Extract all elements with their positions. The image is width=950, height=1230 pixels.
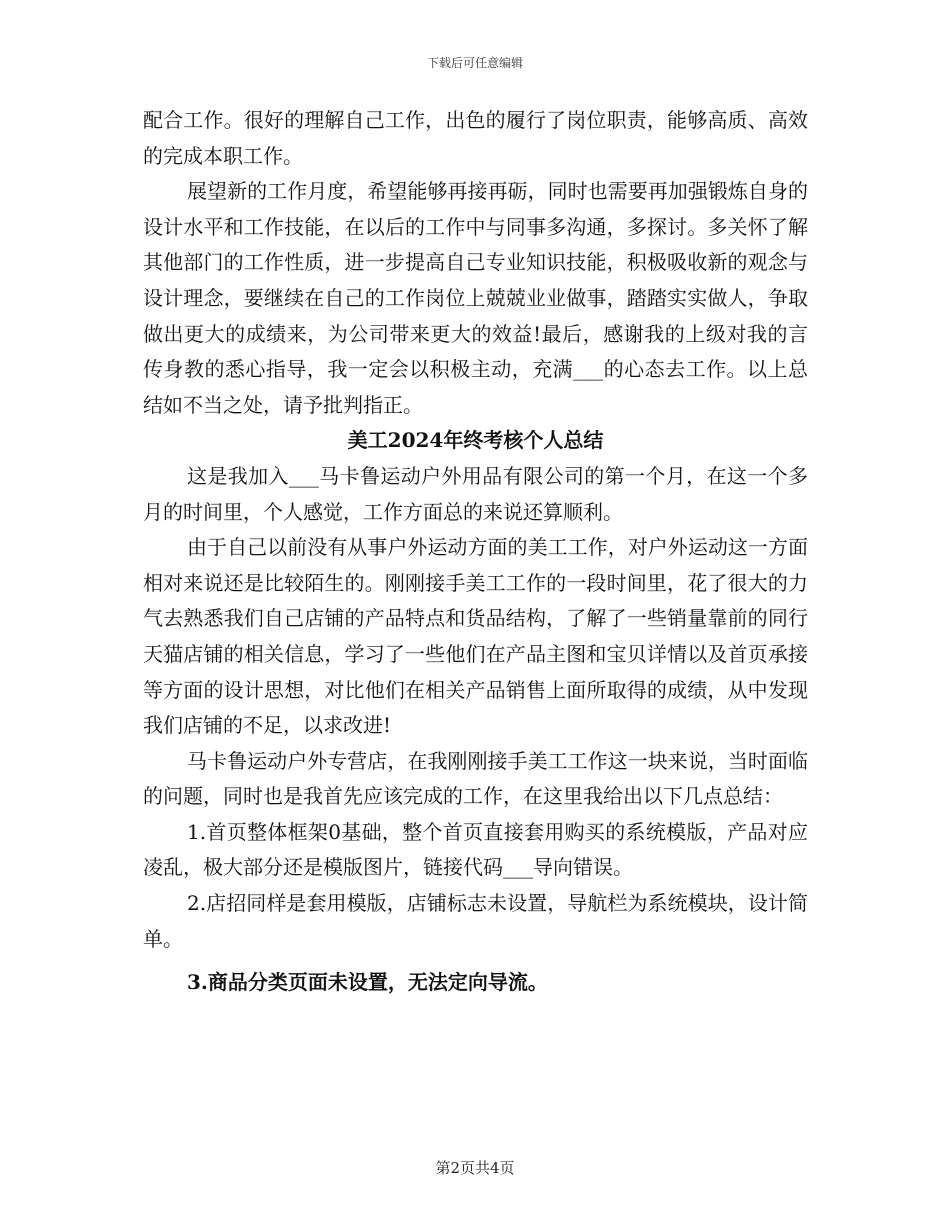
paragraph-intro: 这是我加入___马卡鲁运动户外用品有限公司的第一个月，在这一个多月的时间里，个人感觉，工作方面总的来说还算顺利。 (143, 463, 808, 524)
list-item-shop-sign: 2.店招同样是套用模版，店铺标志未设置，导航栏为系统模块，设计简单。 (143, 891, 808, 951)
page-header-note: 下载后可任意编辑 (426, 56, 523, 70)
paragraph-background: 由于自己以前没有从事户外运动方面的美工工作，对户外运动这一方面相对来说还是比较陌生的。刚刚接手美工工作的一段时间里，花了很大的力气去熟悉我们自己店铺的产品特点和货品结构，了解了一些销量靠前的同行天猫店铺的相关信息，学习了一些他们在产品主图和宝贝详情以及首页承接等方面的设计思想，对比他们在相关产品销售上面所取得的成绩，从中发现我们店铺的不足，以求改进! (143, 535, 808, 738)
document-body (143, 103, 808, 1001)
page-number: 第2页共4页 (435, 1159, 515, 1177)
list-item-homepage: 1.首页整体框架0基础，整个首页直接套用购买的系统模版，产品对应凌乱，极大部分还是模版图片，链接代码___导向错误。 (143, 819, 808, 880)
paragraph-continuation: 配合工作。很好的理解自己工作，出色的履行了岗位职责，能够高质、高效的完成本职工作。 (143, 108, 808, 168)
paragraph-outlook: 展望新的工作月度，希望能够再接再砺，同时也需要再加强锻炼自身的设计水平和工作技能，在以后的工作中与同事多沟通，多探讨。多关怀了解其他部门的工作性质，进一步提高自己专业知识技能，积极吸收新的观念与设计理念，要继续在自己的工作岗位上兢兢业业做事，踏踏实实做人，争取做出更大的成绩来，为公司带来更大的效益!最后，感谢我的上级对我的言传身教的悉心指导，我一定会以积极主动，充满___的心态去工作。以上总结如不当之处，请予批判指正。 (143, 179, 808, 417)
section-title: 美工2024年终考核个人总结 (347, 428, 604, 453)
list-item-category-page: 3.商品分类页面未设置，无法定向导流。 (187, 970, 548, 995)
paragraph-store-issues: 马卡鲁运动户外专营店，在我刚刚接手美工工作这一块来说，当时面临的问题，同时也是我首先应该完成的工作，在这里我给出以下几点总结： (143, 748, 808, 809)
